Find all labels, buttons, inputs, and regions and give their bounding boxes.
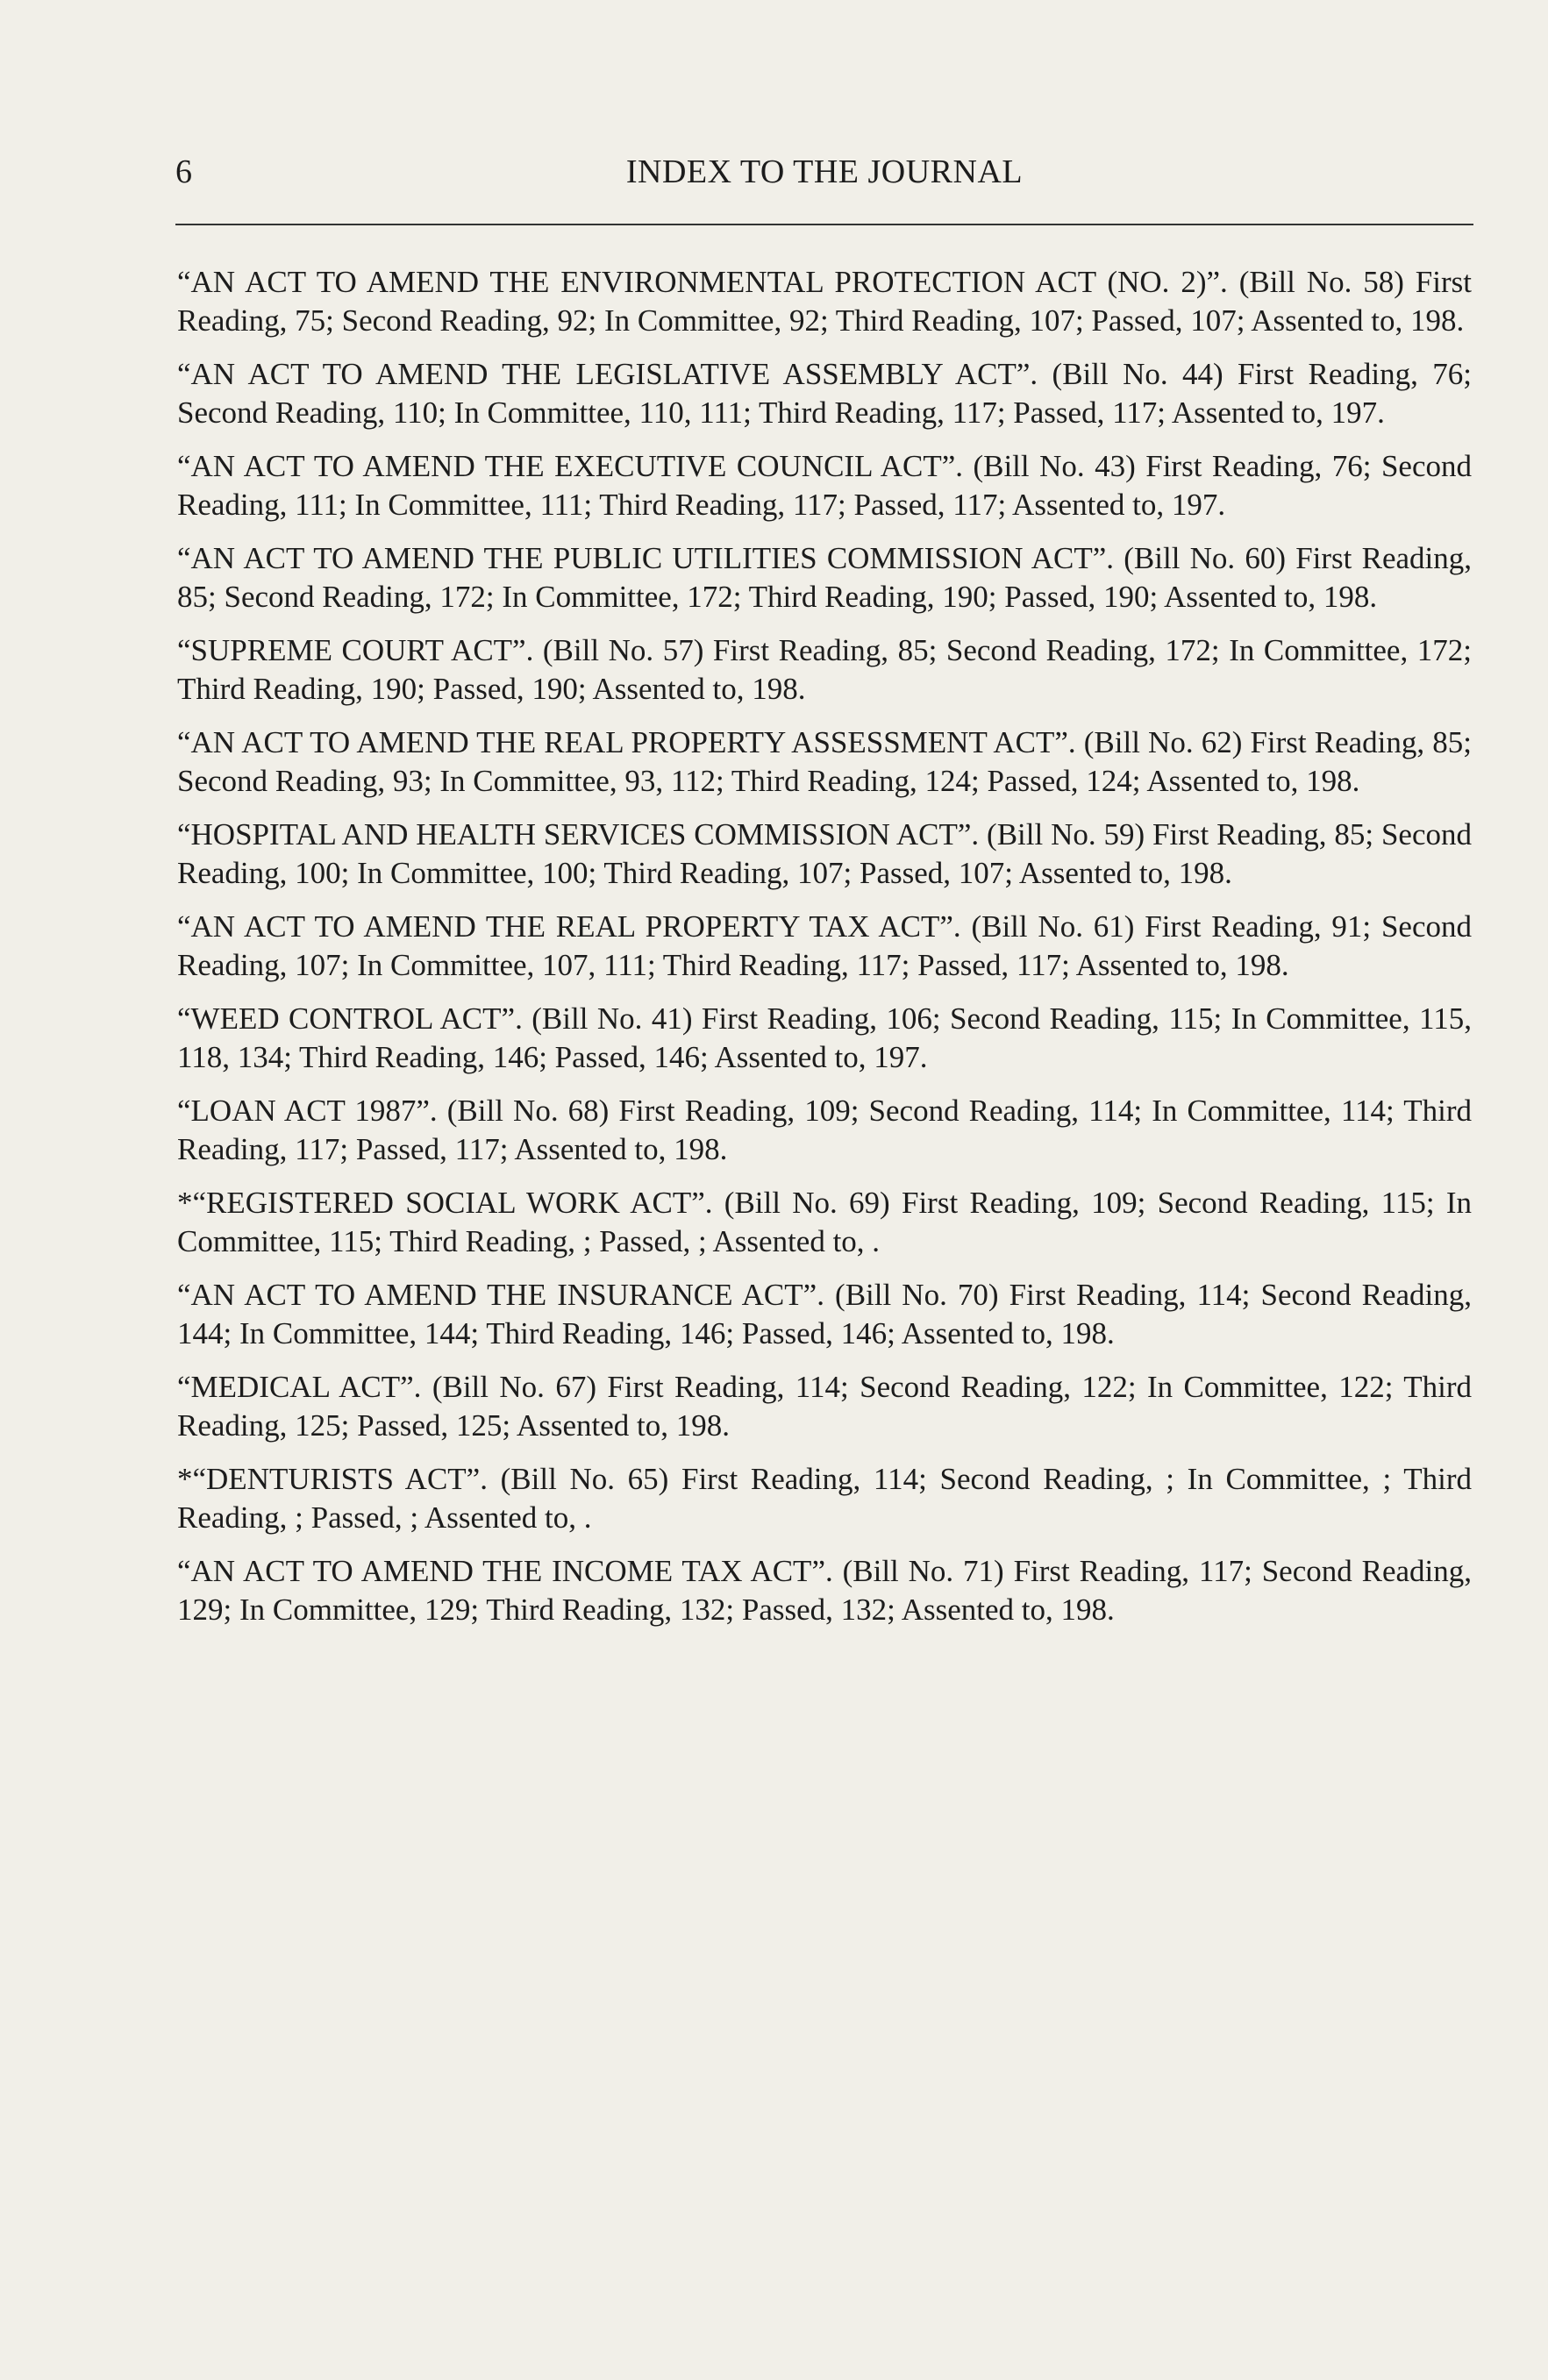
index-entry: *“DENTURISTS ACT”. (Bill No. 65) First Reading, 114; Second Reading, ; In Committee, ; Third Reading, ; Passed, ; Assented to, . [177,1462,1472,1535]
index-entry: “SUPREME COURT ACT”. (Bill No. 57) First Reading, 85; Second Reading, 172; In Committee, 172; Third Reading, 190; Passed, 190; Assented to, 198. [177,633,1472,706]
index-entry: “AN ACT TO AMEND THE PUBLIC UTILITIES COMMISSION ACT”. (Bill No. 60) First Reading, 85; Second Reading, 172; In Committee, 172; Third Reading, 190; Passed, 190; Assented to, 198. [177,541,1472,614]
index-entry: “AN ACT TO AMEND THE REAL PROPERTY ASSESSMENT ACT”. (Bill No. 62) First Reading, 85; Second Reading, 93; In Committee, 93, 112; Third Reading, 124; Passed, 124; Assented to, 198. [177,725,1472,798]
index-entry: “AN ACT TO AMEND THE EXECUTIVE COUNCIL ACT”. (Bill No. 43) First Reading, 76; Second Reading, 111; In Committee, 111; Third Reading, 117; Passed, 117; Assented to, 197. [177,449,1472,522]
index-entry: “MEDICAL ACT”. (Bill No. 67) First Reading, 114; Second Reading, 122; In Committee, 122; Third Reading, 125; Passed, 125; Assented to, 198. [177,1370,1472,1443]
page-header [175,147,1473,200]
index-entry: “AN ACT TO AMEND THE REAL PROPERTY TAX ACT”. (Bill No. 61) First Reading, 91; Second Reading, 107; In Committee, 107, 111; Third Reading, 117; Passed, 117; Assented to, 198. [177,909,1472,982]
page-number: 6 [175,153,192,190]
index-entries [177,263,1472,1644]
index-entry: “AN ACT TO AMEND THE INCOME TAX ACT”. (Bill No. 71) First Reading, 117; Second Reading, 129; In Committee, 129; Third Reading, 132; Passed, 132; Assented to, 198. [177,1554,1472,1627]
index-entry: “AN ACT TO AMEND THE LEGISLATIVE ASSEMBLY ACT”. (Bill No. 44) First Reading, 76; Second Reading, 110; In Committee, 110, 111; Third Reading, 117; Passed, 117; Assented to, 197. [177,357,1472,430]
index-entry: “AN ACT TO AMEND THE INSURANCE ACT”. (Bill No. 70) First Reading, 114; Second Reading, 144; In Committee, 144; Third Reading, 146; Passed, 146; Assented to, 198. [177,1278,1472,1350]
running-title: INDEX TO THE JOURNAL [625,153,1024,190]
header-rule [175,224,1473,225]
index-entry: “HOSPITAL AND HEALTH SERVICES COMMISSION ACT”. (Bill No. 59) First Reading, 85; Second Reading, 100; In Committee, 100; Third Reading, 107; Passed, 107; Assented to, 198. [177,817,1472,890]
index-entry: “WEED CONTROL ACT”. (Bill No. 41) First Reading, 106; Second Reading, 115; In Committee, 115, 118, 134; Third Reading, 146; Passed, 146; Assented to, 197. [177,1001,1472,1074]
index-entry: “AN ACT TO AMEND THE ENVIRONMENTAL PROTECTION ACT (NO. 2)”. (Bill No. 58) First Reading, 75; Second Reading, 92; In Committee, 92; Third Reading, 107; Passed, 107; Assented to, 198. [177,265,1472,338]
index-entry: “LOAN ACT 1987”. (Bill No. 68) First Reading, 109; Second Reading, 114; In Committee, 114; Third Reading, 117; Passed, 117; Assented to, 198. [177,1094,1472,1166]
index-entry: *“REGISTERED SOCIAL WORK ACT”. (Bill No. 69) First Reading, 109; Second Reading, 115; In Committee, 115; Third Reading, ; Passed, ; Assented to, . [177,1186,1472,1258]
